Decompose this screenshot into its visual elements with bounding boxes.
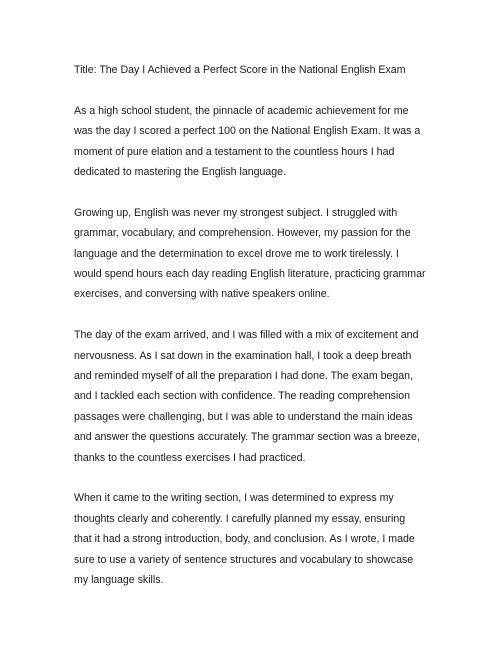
text-line: thoughts clearly and coherently. I carefully planned my essay, ensuring	[74, 512, 406, 525]
text-line: moment of pure elation and a testament to the countless hours I had	[74, 145, 395, 158]
text-line: nervousness. As I sat down in the examination hall, I took a deep breath	[74, 349, 412, 362]
text-line: that it had a strong introduction, body, and conclusion. As I wrote, I made	[74, 533, 415, 546]
text-line: exercises, and conversing with native speakers online.	[74, 288, 330, 301]
document-body	[74, 60, 494, 591]
text-line: and reminded myself of all the preparation I had done. The exam began,	[74, 370, 414, 383]
text-line: sure to use a variety of sentence structures and vocabulary to showcase	[74, 553, 414, 566]
text-line: thanks to the countless exercises I had practiced.	[74, 451, 306, 464]
text-line: was the day I scored a perfect 100 on the National English Exam. It was a	[74, 125, 421, 138]
text-line: grammar, vocabulary, and comprehension. However, my passion for the	[74, 227, 411, 240]
text-line: As a high school student, the pinnacle of academic achievement for me	[74, 104, 409, 117]
paragraph-2	[74, 203, 494, 305]
text-line: and answer the questions accurately. The grammar section was a breeze,	[74, 431, 420, 444]
text-line: passages were challenging, but I was able to understand the main ideas	[74, 410, 413, 423]
text-line: language and the determination to excel drove me to work tirelessly. I	[74, 247, 399, 260]
text-line: and I tackled each section with confidence. The reading comprehension	[74, 390, 411, 403]
text-line: Growing up, English was never my strongest subject. I struggled with	[74, 206, 398, 219]
text-line: When it came to the writing section, I was determined to express my	[74, 492, 394, 505]
document-title: Title: The Day I Achieved a Perfect Score in the National English Exam	[74, 64, 406, 76]
text-line: my language skills.	[74, 574, 164, 587]
text-line: dedicated to mastering the English language.	[74, 166, 287, 179]
text-line: would spend hours each day reading English literature, practicing grammar	[74, 268, 426, 281]
paragraph-4	[74, 488, 494, 590]
paragraph-3	[74, 325, 494, 468]
text-line: The day of the exam arrived, and I was filled with a mix of excitement and	[74, 329, 419, 342]
paragraph-1	[74, 101, 494, 183]
